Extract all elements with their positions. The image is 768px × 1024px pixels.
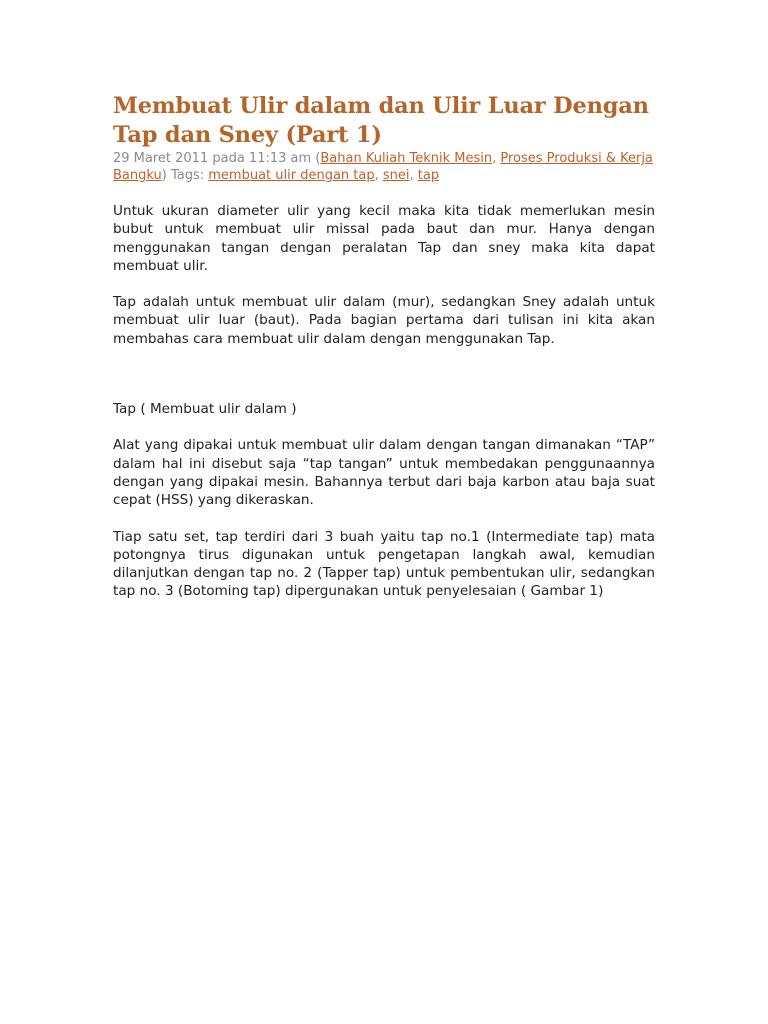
- meta-separator: ,: [492, 151, 501, 166]
- article-meta: [113, 150, 655, 184]
- meta-separator: ,: [374, 168, 383, 183]
- tags-label: ) Tags:: [161, 168, 209, 183]
- paragraph-tap-set: Tiap satu set, tap terdiri dari 3 buah yaitu tap no.1 (Intermediate tap) mata potongnya tirus digunakan untuk pengetapan langkah awal, kemudian dilanjutkan dengan tap no. 2 (Tapper tap) untuk pembentukan ulir, sedangkan tap no. 3 (Botoming tap) dipergunakan untuk penyelesaian ( Gambar 1): [113, 528, 655, 600]
- category-link-proses-produksi[interactable]: Proses Produksi & Kerja Bangku: [113, 151, 653, 183]
- category-link-teknik-mesin[interactable]: Bahan Kuliah Teknik Mesin: [320, 151, 493, 166]
- tag-link-membuat-ulir[interactable]: membuat ulir dengan tap: [208, 168, 375, 183]
- section-heading: Tap ( Membuat ulir dalam ): [113, 401, 297, 418]
- paragraph-definition: Tap adalah untuk membuat ulir dalam (mur), sedangkan Sney adalah untuk membuat ulir luar (baut). Pada bagian pertama dari tulisan ini kita akan membahas cara membuat ulir dalam dengan menggunakan Tap.: [113, 294, 655, 347]
- paragraph-intro: Untuk ukuran diameter ulir yang kecil maka kita tidak memerlukan mesin bubut untuk membuat ulir missal pada baut dan mur. Hanya dengan menggunakan tangan dengan peralatan Tap dan sney maka kita dapat membuat ulir.: [113, 203, 655, 274]
- tag-link-snei[interactable]: snei: [382, 168, 410, 183]
- spacer: [113, 366, 655, 400]
- article-title: Membuat Ulir dalam dan Ulir Luar Dengan Tap dan Sney (Part 1): [113, 93, 649, 148]
- tag-link-tap[interactable]: tap: [417, 168, 440, 183]
- post-date: 29 Maret 2011 pada 11:13 am (: [113, 151, 321, 166]
- paragraph-tap-tool: Alat yang dipakai untuk membuat ulir dalam dengan tangan dimanakan “TAP” dalam hal ini disebut saja “tap tangan” untuk membedakan penggunaannya dengan yang dipakai mesin. Bahannya terbut dari baja karbon atau baja suat cepat (HSS) yang dikeraskan.: [113, 437, 655, 509]
- meta-separator: ,: [409, 168, 418, 183]
